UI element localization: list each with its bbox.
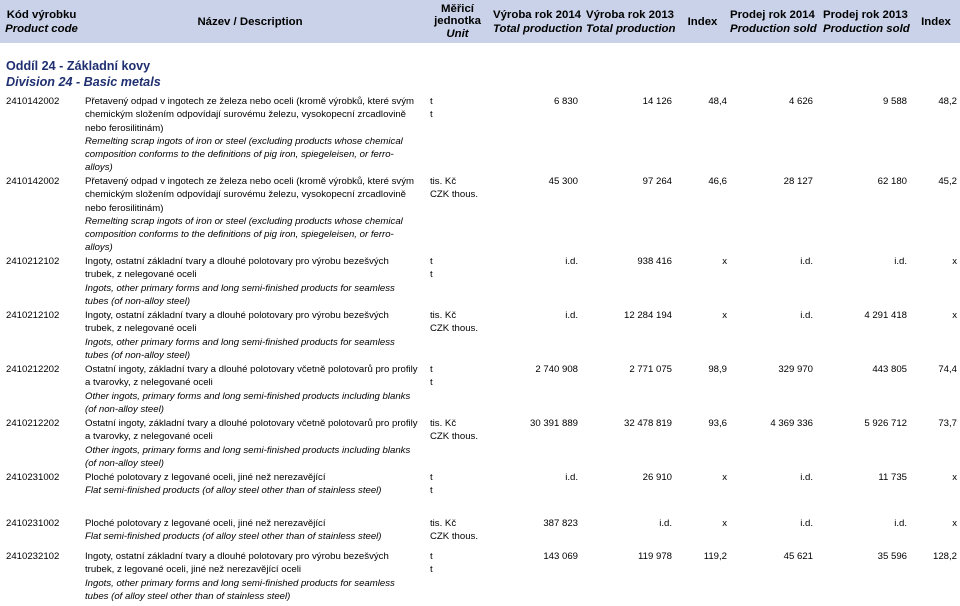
unit-cz: tis. Kč bbox=[430, 518, 457, 529]
sold-2013: 5 926 712 bbox=[864, 418, 907, 429]
header-unit-cz2: jednotka bbox=[434, 15, 481, 28]
product-description bbox=[85, 550, 420, 603]
description-cz: Ostatní ingoty, základní tvary a dlouhé polotovary včetně polotovarů pro profily a tvarovky, z nelegované oceli bbox=[85, 364, 418, 389]
header-unit-cz1: Měřicí bbox=[441, 2, 474, 15]
header-code-en: Product code bbox=[5, 22, 78, 35]
sold-2013: 4 291 418 bbox=[864, 310, 907, 321]
production-2013: 938 416 bbox=[637, 256, 672, 267]
product-description bbox=[85, 95, 420, 175]
section-title-en: Division 24 - Basic metals bbox=[6, 75, 161, 89]
product-description bbox=[85, 175, 420, 255]
product-code: 2410231002 bbox=[6, 518, 60, 529]
sold-index: 73,7 bbox=[938, 418, 957, 429]
product-code: 2410212202 bbox=[6, 364, 60, 375]
product-description bbox=[85, 363, 420, 416]
product-code: 2410212202 bbox=[6, 418, 60, 429]
unit-en: CZK thous. bbox=[430, 531, 478, 543]
description-en: Remelting scrap ingots of iron or steel (excluding products whose chemical composition conforms to the definitions of pig iron, spiegeleisen, or ferro-alloys) bbox=[85, 215, 403, 254]
product-code: 2410212102 bbox=[6, 310, 60, 321]
production-2014: 2 740 908 bbox=[535, 364, 578, 375]
sold-2014: 4 369 336 bbox=[770, 418, 813, 429]
header-index-1 bbox=[680, 0, 725, 43]
sold-2014: 28 127 bbox=[783, 176, 813, 187]
production-2013: 26 910 bbox=[642, 472, 672, 483]
product-code: 2410142002 bbox=[6, 96, 60, 107]
header-code bbox=[4, 0, 79, 43]
description-en: Other ingots, primary forms and long semi-finished products including blanks (of non-alloy steel) bbox=[85, 390, 411, 415]
description-en: Ingots, other primary forms and long semi-finished products for seamless tubes (of non-alloy steel) bbox=[85, 336, 395, 361]
product-description bbox=[85, 517, 420, 544]
sold-2014: i.d. bbox=[800, 472, 813, 483]
unit-en: t bbox=[430, 564, 433, 576]
production-2014: 30 391 889 bbox=[529, 418, 578, 429]
sold-2014: i.d. bbox=[800, 256, 813, 267]
unit bbox=[430, 175, 492, 202]
description-cz: Přetavený odpad v ingotech ze železa nebo oceli (kromě výrobků, které svým chemickým složením odpovídají surovému železu, vysokopecní zrcadlovině nebo ferosilitinám) bbox=[85, 96, 415, 134]
unit-cz: t bbox=[430, 96, 433, 107]
sold-2013: i.d. bbox=[894, 256, 907, 267]
section-title bbox=[6, 58, 161, 90]
sold-index: 74,4 bbox=[938, 364, 957, 375]
production-index: x bbox=[722, 472, 727, 483]
production-2014: 45 300 bbox=[548, 176, 578, 187]
unit-en: t bbox=[430, 269, 433, 281]
unit-cz: tis. Kč bbox=[430, 176, 457, 187]
unit bbox=[430, 309, 492, 336]
header-index-2 bbox=[915, 0, 957, 43]
sold-2013: 62 180 bbox=[877, 176, 907, 187]
production-2014: 387 823 bbox=[543, 518, 578, 529]
unit bbox=[430, 255, 492, 282]
unit-cz: tis. Kč bbox=[430, 310, 457, 321]
section-title-cz: Oddíl 24 - Základní kovy bbox=[6, 59, 151, 73]
sold-2013: 35 596 bbox=[877, 551, 907, 562]
product-description bbox=[85, 309, 420, 362]
product-description bbox=[85, 471, 420, 498]
unit-en: CZK thous. bbox=[430, 431, 478, 443]
description-cz: Ingoty, ostatní základní tvary a dlouhé polotovary pro výrobu bezešvých trubek, z nelegované oceli bbox=[85, 256, 389, 281]
description-cz: Ploché polotovary z legované oceli, jiné než nerezavějící bbox=[85, 472, 326, 483]
production-index: 48,4 bbox=[708, 96, 727, 107]
unit bbox=[430, 471, 492, 498]
sold-2014: i.d. bbox=[800, 310, 813, 321]
unit-cz: t bbox=[430, 256, 433, 267]
production-index: 46,6 bbox=[708, 176, 727, 187]
unit bbox=[430, 417, 492, 444]
header-sold2013-cz: Prodej rok 2013 bbox=[823, 8, 908, 21]
unit bbox=[430, 363, 492, 390]
sold-index: x bbox=[952, 256, 957, 267]
product-description bbox=[85, 417, 420, 470]
unit-cz: t bbox=[430, 551, 433, 562]
production-2013: 32 478 819 bbox=[623, 418, 672, 429]
header-unit bbox=[425, 0, 490, 43]
header-index1-label: Index bbox=[687, 15, 718, 28]
unit-en: t bbox=[430, 109, 433, 121]
description-en: Other ingots, primary forms and long semi-finished products including blanks (of non-alloy steel) bbox=[85, 444, 411, 469]
header-sold2014-cz: Prodej rok 2014 bbox=[730, 8, 815, 21]
header-name-label: Název / Description bbox=[197, 15, 303, 28]
header-prod2013-en: Total production bbox=[586, 22, 676, 35]
production-index: 98,9 bbox=[708, 364, 727, 375]
sold-index: 128,2 bbox=[932, 551, 957, 562]
sold-index: x bbox=[952, 310, 957, 321]
unit bbox=[430, 550, 492, 577]
product-code: 2410142002 bbox=[6, 176, 60, 187]
description-en: Ingots, other primary forms and long semi-finished products for seamless tubes (of non-alloy steel) bbox=[85, 282, 395, 307]
description-en: Flat semi-finished products (of alloy steel other than of stainless steel) bbox=[85, 485, 382, 497]
unit bbox=[430, 95, 492, 122]
production-2014: i.d. bbox=[565, 310, 578, 321]
sold-index: 45,2 bbox=[938, 176, 957, 187]
sold-2014: 4 626 bbox=[788, 96, 813, 107]
description-en: Remelting scrap ingots of iron or steel (excluding products whose chemical composition conforms to the definitions of pig iron, spiegeleisen, or ferro-alloys) bbox=[85, 135, 403, 174]
production-index: 119,2 bbox=[703, 551, 727, 562]
header-sold-2014 bbox=[730, 0, 820, 43]
header-code-cz: Kód výrobku bbox=[6, 8, 77, 21]
sold-index: x bbox=[952, 472, 957, 483]
header-prod-2014 bbox=[493, 0, 583, 43]
description-cz: Ingoty, ostatní základní tvary a dlouhé polotovary pro výrobu bezešvých trubek, z nelegované oceli bbox=[85, 310, 389, 335]
header-sold-2013 bbox=[823, 0, 913, 43]
product-code: 2410232102 bbox=[6, 551, 60, 562]
production-index: x bbox=[722, 310, 727, 321]
production-2013: 119 978 bbox=[638, 551, 672, 562]
description-cz: Ingoty, ostatní základní tvary a dlouhé polotovary pro výrobu bezešvých trubek, z legované oceli, jiné než nerezavějící oceli bbox=[85, 551, 389, 576]
sold-2013: 11 735 bbox=[878, 472, 907, 483]
description-en: Ingots, other primary forms and long semi-finished products for seamless tubes (of alloy steel other than of stainless steel) bbox=[85, 577, 395, 602]
production-2013: 14 126 bbox=[642, 96, 672, 107]
header-prod2014-en: Total production bbox=[493, 22, 583, 35]
product-code: 2410231002 bbox=[6, 472, 60, 483]
header-name bbox=[195, 0, 305, 43]
production-index: x bbox=[722, 256, 727, 267]
unit-cz: tis. Kč bbox=[430, 418, 457, 429]
header-index2-label: Index bbox=[921, 15, 951, 28]
header-sold2014-en: Production sold bbox=[730, 22, 817, 35]
sold-2013: i.d. bbox=[894, 518, 907, 529]
table-header bbox=[0, 0, 960, 43]
product-description bbox=[85, 255, 420, 308]
unit-en: CZK thous. bbox=[430, 189, 478, 201]
unit-cz: t bbox=[430, 364, 433, 375]
description-cz: Přetavený odpad v ingotech ze železa nebo oceli (kromě výrobků, které svým chemickým složením odpovídají surovému železu, vysokopecní zrcadlovině nebo ferosilitinám) bbox=[85, 176, 415, 214]
unit-en: t bbox=[430, 377, 433, 389]
production-2013: 2 771 075 bbox=[629, 364, 672, 375]
header-sold2013-en: Production sold bbox=[823, 22, 910, 35]
production-2014: i.d. bbox=[565, 256, 578, 267]
production-2013: 97 264 bbox=[642, 176, 672, 187]
sold-index: 48,2 bbox=[938, 96, 957, 107]
production-index: x bbox=[722, 518, 727, 529]
product-code: 2410212102 bbox=[6, 256, 60, 267]
unit-en: CZK thous. bbox=[430, 323, 478, 335]
sold-2013: 443 805 bbox=[872, 364, 907, 375]
sold-2014: i.d. bbox=[800, 518, 813, 529]
header-prod-2013 bbox=[586, 0, 676, 43]
sold-index: x bbox=[952, 518, 957, 529]
production-2014: 6 830 bbox=[553, 96, 578, 107]
header-unit-en: Unit bbox=[446, 27, 469, 40]
header-prod2013-cz: Výroba rok 2013 bbox=[586, 8, 675, 21]
header-prod2014-cz: Výroba rok 2014 bbox=[493, 8, 582, 21]
description-en: Flat semi-finished products (of alloy steel other than of stainless steel) bbox=[85, 531, 382, 543]
description-cz: Ploché polotovary z legované oceli, jiné než nerezavějící bbox=[85, 518, 326, 529]
production-2013: i.d. bbox=[659, 518, 672, 529]
sold-2013: 9 588 bbox=[882, 96, 907, 107]
unit-en: t bbox=[430, 485, 433, 497]
sold-2014: 45 621 bbox=[783, 551, 813, 562]
sold-2014: 329 970 bbox=[778, 364, 813, 375]
production-2014: i.d. bbox=[565, 472, 578, 483]
unit bbox=[430, 517, 492, 544]
production-2014: 143 069 bbox=[543, 551, 578, 562]
unit-cz: t bbox=[430, 472, 433, 483]
production-index: 93,6 bbox=[708, 418, 727, 429]
description-cz: Ostatní ingoty, základní tvary a dlouhé polotovary včetně polotovarů pro profily a tvarovky, z nelegované oceli bbox=[85, 418, 418, 443]
production-2013: 12 284 194 bbox=[623, 310, 672, 321]
